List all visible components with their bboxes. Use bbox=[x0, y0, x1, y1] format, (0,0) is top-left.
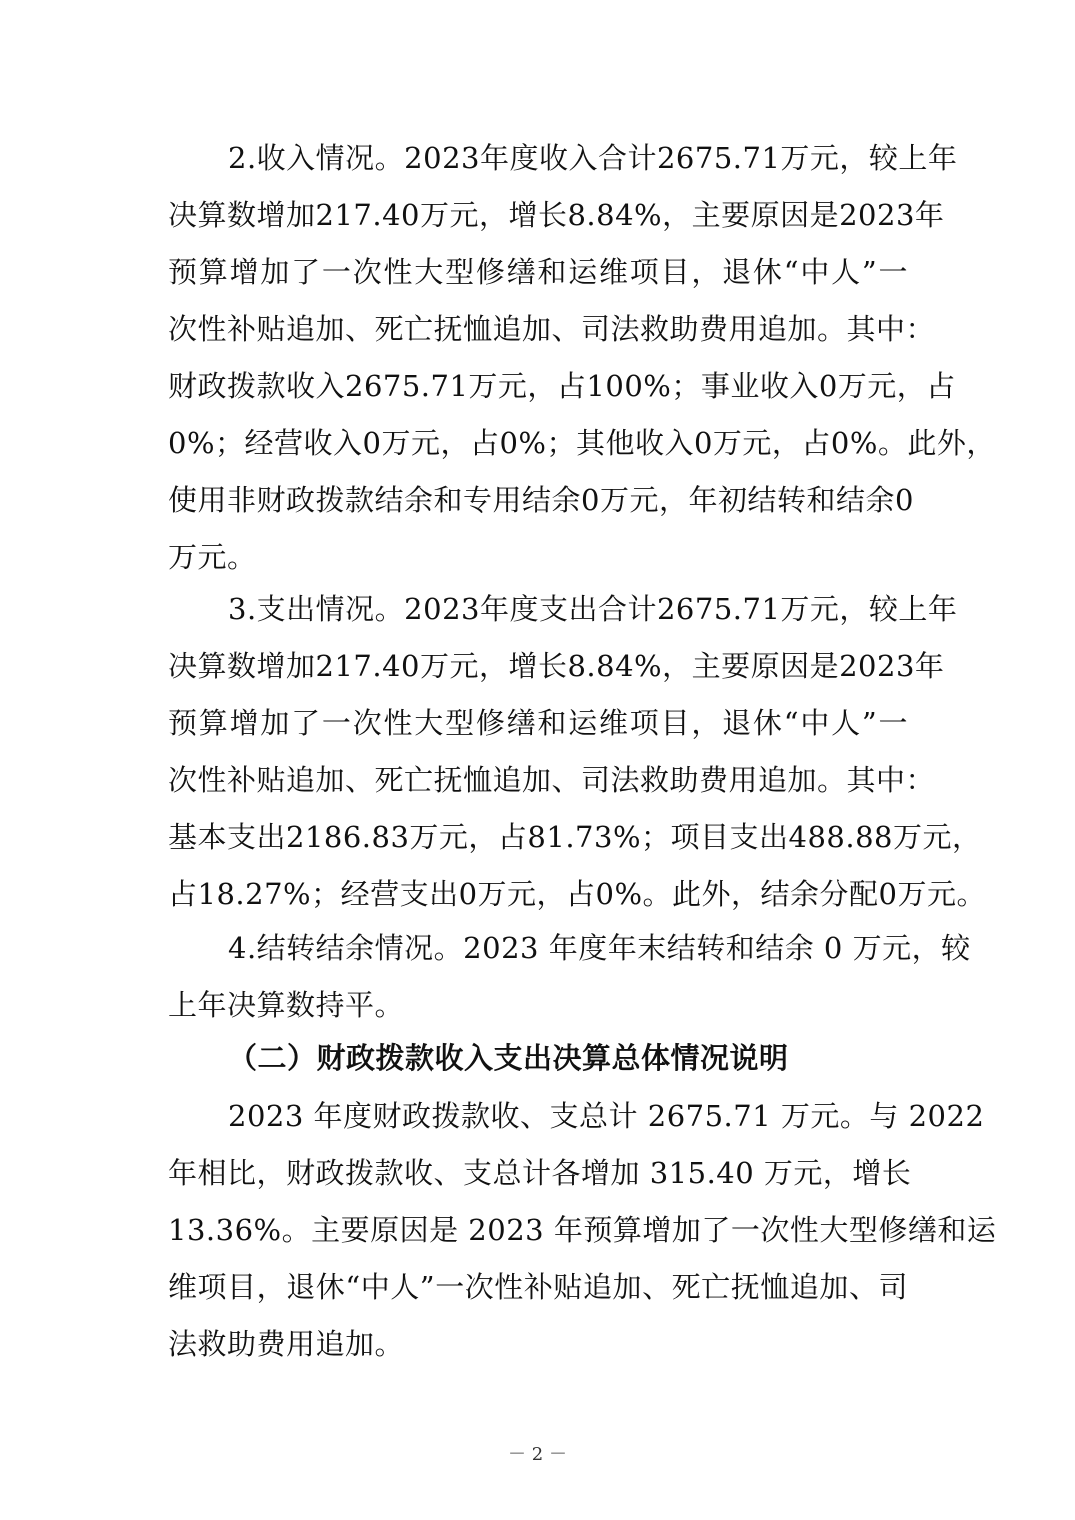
paragraph-expense-line: 次性补贴追加、死亡抚恤追加、司法救助费用追加。其中： bbox=[168, 763, 936, 797]
paragraph-income-line: 决算数增加217.40万元，增长8.84%，主要原因是2023年 bbox=[168, 198, 945, 232]
paragraph-income-line: 万元。 bbox=[168, 540, 257, 574]
paragraph-expense-line: 占18.27%；经营支出0万元，占0%。此外，结余分配0万元。 bbox=[168, 877, 986, 911]
paragraph-expense-line: 决算数增加217.40万元，增长8.84%，主要原因是2023年 bbox=[168, 649, 945, 683]
paragraph-fiscal-line: 13.36%。主要原因是 2023 年预算增加了一次性大型修缮和运 bbox=[168, 1213, 997, 1247]
paragraph-income-line: 次性补贴追加、死亡抚恤追加、司法救助费用追加。其中： bbox=[168, 312, 936, 346]
page-number: － 2 － bbox=[508, 1444, 567, 1465]
paragraph-income-line: 预算增加了一次性大型修缮和运维项目，退休“中人”一 bbox=[168, 255, 908, 289]
paragraph-fiscal-line: 维项目，退休“中人”一次性补贴追加、死亡抚恤追加、司 bbox=[168, 1270, 908, 1304]
paragraph-balance-line: 上年决算数持平。 bbox=[168, 988, 405, 1022]
paragraph-income-line: 0%；经营收入0万元，占0%；其他收入0万元，占0%。此外， bbox=[168, 426, 996, 460]
paragraph-fiscal-line: 2023 年度财政拨款收、支总计 2675.71 万元。与 2022 bbox=[228, 1099, 985, 1133]
paragraph-expense-line: 基本支出2186.83万元，占81.73%；项目支出488.88万元， bbox=[168, 820, 982, 854]
paragraph-fiscal-line: 年相比，财政拨款收、支总计各增加 315.40 万元，增长 bbox=[168, 1156, 912, 1190]
section-heading: （二）财政拨款收入支出决算总体情况说明 bbox=[228, 1041, 789, 1075]
paragraph-income-line: 财政拨款收入2675.71万元，占100%；事业收入0万元，占 bbox=[168, 369, 956, 403]
paragraph-expense-line: 预算增加了一次性大型修缮和运维项目，退休“中人”一 bbox=[168, 706, 908, 740]
paragraph-income-line: 使用非财政拨款结余和专用结余0万元，年初结转和结余0 bbox=[168, 483, 914, 517]
paragraph-fiscal-line: 法救助费用追加。 bbox=[168, 1327, 405, 1361]
paragraph-balance-line: 4.结转结余情况。2023 年度年末结转和结余 0 万元，较 bbox=[228, 931, 971, 965]
paragraph-income-line: 2.收入情况。2023年度收入合计2675.71万元，较上年 bbox=[228, 141, 958, 175]
paragraph-expense-line: 3.支出情况。2023年度支出合计2675.71万元，较上年 bbox=[228, 592, 958, 626]
